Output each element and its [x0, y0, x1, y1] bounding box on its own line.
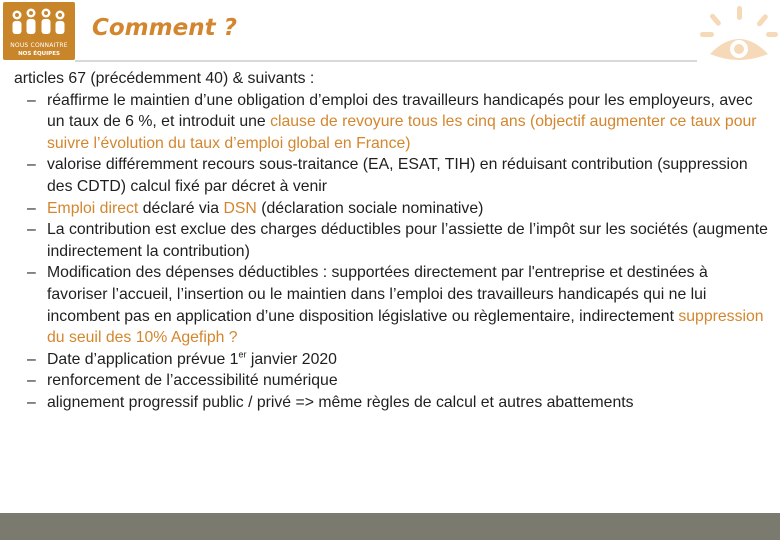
- logo-line-2: NOS ÉQUIPES: [18, 51, 60, 57]
- title-divider: [75, 60, 697, 62]
- dash-marker: –: [27, 264, 36, 282]
- list-item: [14, 219, 772, 262]
- item-text: Modification des dépenses déductibles : supportées directement par l'entreprise et destinées à favoriser l’accueil, l’insertion ou le maintien dans l’emploi des travailleurs handicapés qui ne lui incombent pas en application d’une disposition législative ou règlementaire, indirectement: [47, 264, 708, 325]
- item-text: réaffirme le maintien d’une obligation d’emploi des travailleurs handicapés pour les employeurs, avec un taux de 6 %, et introduit une: [47, 91, 753, 131]
- item-text: déclaré via: [138, 199, 224, 217]
- content-body: [14, 68, 772, 414]
- list-item: [14, 370, 772, 392]
- list-item: [14, 262, 772, 348]
- highlight-text: Emploi direct: [47, 199, 139, 217]
- eye-sun-icon: [700, 6, 778, 66]
- dash-marker: –: [27, 91, 36, 109]
- item-text: janvier 2020: [246, 350, 337, 368]
- highlight-text: suppression du seuil des 10% Agefiph ?: [47, 307, 764, 347]
- highlight-text: DSN: [223, 199, 257, 217]
- bullet-list: [14, 90, 772, 414]
- list-item: [14, 198, 772, 220]
- list-item: [14, 349, 772, 371]
- dash-marker: –: [27, 350, 36, 368]
- list-item: [14, 154, 772, 197]
- company-logo: [3, 2, 75, 60]
- item-text: Date d’application prévue 1: [47, 350, 239, 368]
- list-item: [14, 392, 772, 414]
- item-text: La contribution est exclue des charges déductibles pour l’assiette de l’impôt sur les sociétés (augmente indirectement la contribution): [47, 221, 768, 260]
- dash-marker: –: [27, 393, 36, 411]
- item-text: alignement progressif public / privé => même règles de calcul et autres abattements: [47, 393, 634, 411]
- superscript: er: [238, 349, 247, 360]
- dash-marker: –: [27, 156, 36, 174]
- dash-marker: –: [27, 221, 36, 239]
- people-group-icon: [3, 2, 75, 42]
- item-text: valorise différemment recours sous-traitance (EA, ESAT, TIH) en réduisant contribution (suppression des CDTD) calcul fixé par décret à venir: [47, 156, 748, 195]
- footer-bar: [0, 513, 780, 540]
- item-text: (déclaration sociale nominative): [256, 199, 484, 217]
- list-item: [14, 90, 772, 155]
- dash-marker: –: [27, 372, 36, 390]
- lead-text: articles 67 (précédemment 40) & suivants :: [14, 70, 315, 87]
- logo-line-1: NOUS CONNAITRE: [10, 42, 68, 49]
- item-text: renforcement de l’accessibilité numérique: [47, 372, 338, 390]
- dash-marker: –: [27, 199, 36, 217]
- highlight-text: clause de revoyure tous les cinq ans (objectif augmenter ce taux pour suivre l’évolution du taux d’emploi global en France): [47, 113, 757, 152]
- page-title: Comment ?: [92, 15, 237, 41]
